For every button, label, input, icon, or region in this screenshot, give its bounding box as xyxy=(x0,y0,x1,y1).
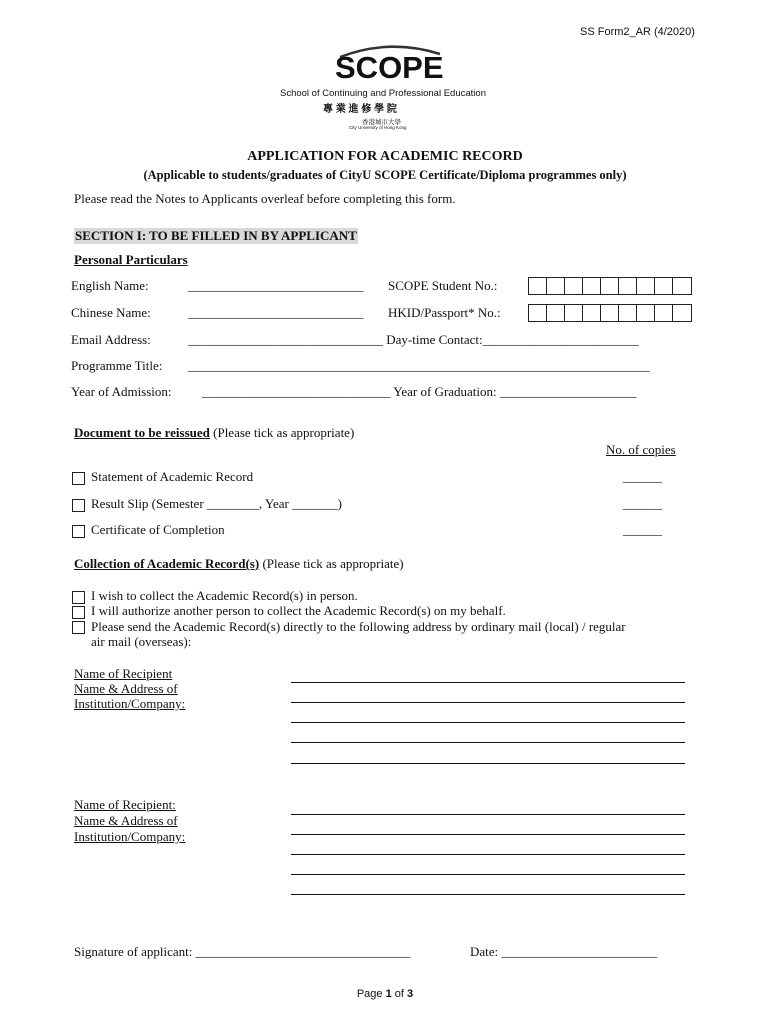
chinese-name-label: Chinese Name: xyxy=(71,305,151,320)
recipient1-line[interactable] xyxy=(291,682,685,683)
authorize-person-checkbox[interactable] xyxy=(72,606,85,619)
send-by-mail-label: Please send the Academic Record(s) directly to the following address by ordinary mail (local) / regular xyxy=(91,619,626,634)
email-contact-field[interactable]: ______________________________ Day-time Contact:________________________ xyxy=(188,332,639,347)
recipient2-line[interactable] xyxy=(291,814,685,815)
certificate-copies-field[interactable]: ______ xyxy=(623,522,662,537)
recipient2-institution-label: Institution/Company: xyxy=(74,829,186,844)
personal-heading: Personal Particulars xyxy=(74,252,188,267)
result-slip-copies-field[interactable]: ______ xyxy=(623,496,662,511)
recipient2-name-label: Name of Recipient: xyxy=(74,797,176,812)
collection-heading-note: (Please tick as appropriate) xyxy=(259,556,404,571)
page-subtitle: (Applicable to students/graduates of CityU SCOPE Certificate/Diploma programmes only) xyxy=(143,168,627,182)
section-header: SECTION I: TO BE FILLED IN BY APPLICANT xyxy=(75,228,357,243)
logo-univ-en: City University of Hong Kong xyxy=(349,125,407,130)
english-name-label: English Name: xyxy=(71,278,149,293)
recipient2-line[interactable] xyxy=(291,874,685,875)
date-field[interactable]: Date: ________________________ xyxy=(470,944,658,959)
wavy-divider xyxy=(74,964,696,970)
logo-univ-zh: 香港城市大學 xyxy=(362,119,401,126)
intro-text: Please read the Notes to Applicants overleaf before completing this form. xyxy=(74,191,456,206)
recipient1-institution-label: Institution/Company: xyxy=(74,696,186,711)
certificate-label: Certificate of Completion xyxy=(91,522,225,537)
copies-header: No. of copies xyxy=(606,442,676,457)
send-by-mail-checkbox[interactable] xyxy=(72,621,85,634)
page-total: 3 xyxy=(407,988,414,1000)
chinese-name-field[interactable]: ___________________________ xyxy=(188,305,364,320)
email-label: Email Address: xyxy=(71,332,151,347)
documents-heading-note: (Please tick as appropriate) xyxy=(209,425,355,440)
logo-school-en: School of Continuing and Professional Education xyxy=(280,88,486,99)
documents-heading-text: Document to be reissued xyxy=(74,425,210,440)
collection-heading xyxy=(74,556,404,572)
signature-field[interactable]: Signature of applicant: _________________________________ xyxy=(74,944,411,959)
result-slip-label: Result Slip (Semester ________, Year _______) xyxy=(91,496,342,511)
hkid-label: HKID/Passport* No.: xyxy=(388,305,501,320)
page-mid: of xyxy=(391,988,408,1000)
scope-logo xyxy=(280,44,500,134)
certificate-checkbox[interactable] xyxy=(72,525,85,538)
result-slip-checkbox[interactable] xyxy=(72,499,85,512)
page-prefix: Page xyxy=(356,988,386,1000)
logo-wordmark: SCOPE xyxy=(335,50,444,85)
recipient2-line[interactable] xyxy=(291,854,685,855)
recipient1-name-label: Name of Recipient xyxy=(74,666,173,681)
page-current: 1 xyxy=(385,988,392,1000)
statement-copies-field[interactable]: ______ xyxy=(623,469,662,484)
recipient1-line[interactable] xyxy=(291,742,685,743)
statement-label: Statement of Academic Record xyxy=(91,469,254,484)
recipient2-line[interactable] xyxy=(291,834,685,835)
recipient1-line[interactable] xyxy=(291,722,685,723)
student-no-label: SCOPE Student No.: xyxy=(388,278,498,293)
form-code: SS Form2_AR (4/2020) xyxy=(580,26,695,38)
authorize-person-label: I will authorize another person to collect the Academic Record(s) on my behalf. xyxy=(91,603,506,618)
programme-field[interactable]: _______________________________________________________________________ xyxy=(188,358,650,373)
statement-checkbox[interactable] xyxy=(72,472,85,485)
recipient1-address-label: Name & Address of xyxy=(74,681,178,696)
english-name-field[interactable]: ___________________________ xyxy=(188,278,364,293)
recipient1-line[interactable] xyxy=(291,763,685,764)
page-title: APPLICATION FOR ACADEMIC RECORD xyxy=(247,149,523,164)
recipient1-line[interactable] xyxy=(291,702,685,703)
collect-in-person-checkbox[interactable] xyxy=(72,591,85,604)
wavy-divider xyxy=(74,209,696,215)
recipient2-line[interactable] xyxy=(291,894,685,895)
collection-heading-text: Collection of Academic Record(s) xyxy=(74,556,260,571)
send-by-mail-label-cont: air mail (overseas): xyxy=(91,634,192,649)
hkid-boxes[interactable] xyxy=(528,304,692,322)
logo-school-zh: 專 業 進 修 學 院 xyxy=(323,104,397,115)
programme-label: Programme Title: xyxy=(71,358,163,373)
collect-in-person-label: I wish to collect the Academic Record(s) in person. xyxy=(91,588,358,603)
student-no-boxes[interactable] xyxy=(528,277,692,295)
documents-heading xyxy=(74,425,354,441)
page-number xyxy=(0,988,770,1000)
recipient2-address-label: Name & Address of xyxy=(74,813,178,828)
admission-graduation-field[interactable]: _____________________________ Year of Graduation: _____________________ xyxy=(202,384,637,399)
admission-label: Year of Admission: xyxy=(71,384,172,399)
